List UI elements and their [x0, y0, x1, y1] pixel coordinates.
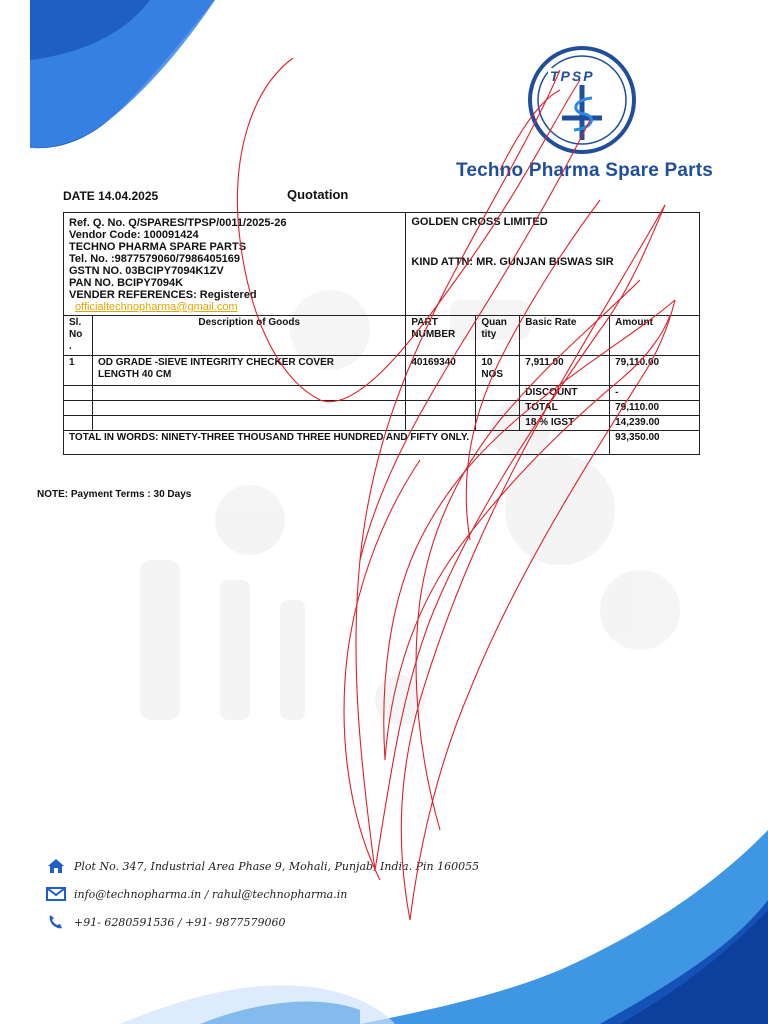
supplier-email-link[interactable]: officialtechnopharma@gmail.com [75, 301, 238, 313]
col-header-sl [64, 316, 93, 356]
col-header-part [406, 316, 476, 356]
home-icon [46, 858, 66, 874]
footer-phone [46, 914, 286, 930]
summary-row [64, 416, 700, 431]
total-words-row [64, 431, 700, 455]
item-part: 40169340 [406, 356, 476, 386]
item-description [93, 356, 406, 386]
col-header-sl-label: Sl. No . [69, 317, 83, 352]
col-header-qty [476, 316, 520, 356]
item-description-line2: LENGTH 40 CM [98, 369, 172, 380]
supplier-pan: PAN NO. BCIPY7094K [69, 277, 184, 289]
footer-phone-text[interactable]: +91- 6280591536 / +91- 9877579060 [74, 915, 286, 929]
col-header-description [93, 316, 406, 356]
item-qty-value: 10 [481, 357, 493, 368]
table-row [64, 356, 700, 386]
customer-name: GOLDEN CROSS LIMITED [411, 216, 548, 228]
item-qty [476, 356, 520, 386]
summary-row [64, 386, 700, 401]
page-title: Quotation [287, 187, 349, 202]
quotation-table [63, 212, 700, 455]
item-qty-unit: NOS [481, 369, 503, 380]
col-header-rate [520, 316, 610, 356]
col-header-qty-label: Quan tity [481, 317, 507, 340]
footer-address [46, 858, 479, 874]
grand-total: 93,350.00 [610, 431, 700, 455]
col-header-amount-label: Amount [615, 317, 653, 328]
column-header-row [64, 316, 700, 356]
footer-email [46, 886, 347, 902]
kind-attn: KIND ATTN: MR. GUNJAN BISWAS SIR [411, 256, 614, 268]
supplier-tel: Tel. No. :9877579060/7986405169 [69, 253, 241, 265]
col-header-part-label: PART NUMBER [411, 317, 456, 340]
mail-icon [46, 886, 66, 902]
summary-value: 14,239.00 [610, 416, 700, 431]
header-block-row [64, 213, 700, 316]
footer-email-text[interactable]: info@technopharma.in / rahul@technopharma.in [74, 887, 348, 901]
item-description-line1: OD GRADE -SIEVE INTEGRITY CHECKER COVER [98, 357, 334, 368]
summary-value: - [610, 386, 700, 401]
logo-text: TPSP [550, 68, 595, 84]
supplier-gstn: GSTN NO. 03BCIPY7094K1ZV [69, 265, 224, 277]
vendor-code: Vendor Code: 100091424 [69, 229, 199, 241]
brand-name: Techno Pharma Spare Parts [456, 160, 714, 181]
footer-address-text: Plot No. 347, Industrial Area Phase 9, Mohali, Punjab, India. Pin 160055 [74, 859, 480, 873]
summary-value: 79,110.00 [610, 401, 700, 416]
vender-references: VENDER REFERENCES: Registered [69, 289, 257, 301]
date-line: DATE 14.04.2025 [63, 189, 159, 203]
customer-block [406, 213, 700, 316]
total-in-words: TOTAL IN WORDS: NINETY-THREE THOUSAND THREE HUNDRED AND FIFTY ONLY. [64, 431, 610, 455]
col-header-amount [610, 316, 700, 356]
ref-number: Ref. Q. No. Q/SPARES/TPSP/0011/2025-26 [69, 217, 287, 229]
phone-icon [46, 914, 66, 930]
col-header-description-label: Description of Goods [198, 317, 301, 328]
brand-logo [522, 40, 642, 160]
item-amount: 79,110.00 [610, 356, 700, 386]
summary-label: TOTAL [520, 401, 610, 416]
item-sl: 1 [64, 356, 93, 386]
supplier-block [64, 213, 406, 316]
summary-label: DISCOUNT [520, 386, 610, 401]
item-rate: 7,911.00 [520, 356, 610, 386]
col-header-rate-label: Basic Rate [525, 317, 577, 328]
summary-label: 18 % IGST [520, 416, 610, 431]
supplier-company: TECHNO PHARMA SPARE PARTS [69, 241, 247, 253]
payment-terms-note: NOTE: Payment Terms : 30 Days [37, 489, 192, 500]
summary-row [64, 401, 700, 416]
